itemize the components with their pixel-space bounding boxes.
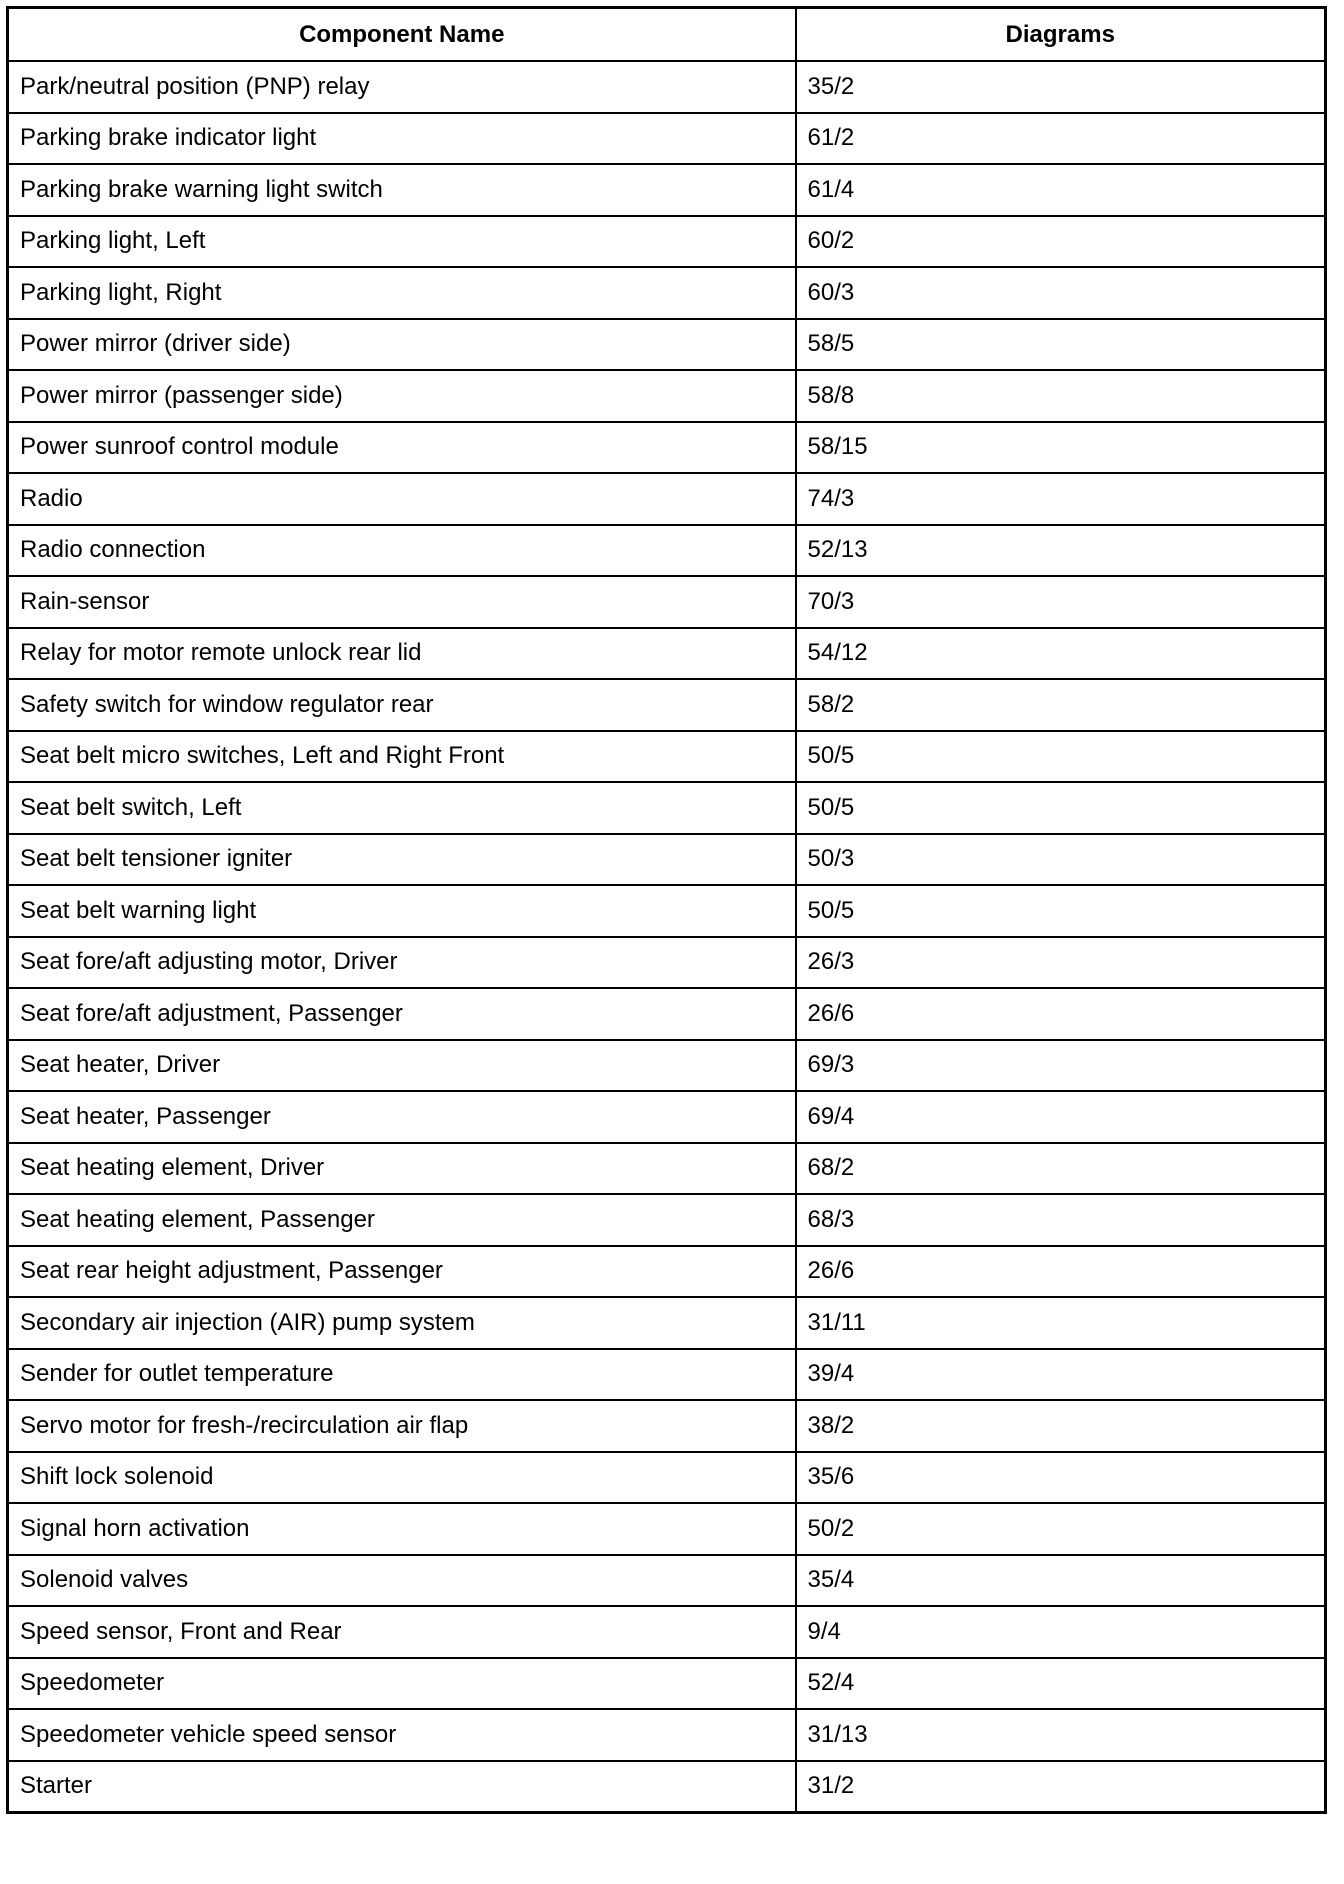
table-row — [8, 319, 1326, 371]
component-name-cell: Radio — [8, 473, 796, 525]
diagram-ref-cell: 35/6 — [796, 1452, 1326, 1504]
component-name-cell: Sender for outlet temperature — [8, 1349, 796, 1401]
diagram-ref-cell: 50/5 — [796, 885, 1326, 937]
table-header-row — [8, 8, 1326, 62]
component-name-cell: Seat heater, Driver — [8, 1040, 796, 1092]
table-row — [8, 988, 1326, 1040]
component-name-cell: Signal horn activation — [8, 1503, 796, 1555]
table-row — [8, 164, 1326, 216]
component-name-cell: Power mirror (driver side) — [8, 319, 796, 371]
table-row — [8, 1452, 1326, 1504]
table-row — [8, 1349, 1326, 1401]
component-name-cell: Seat belt tensioner igniter — [8, 834, 796, 886]
diagram-ref-cell: 50/3 — [796, 834, 1326, 886]
component-name-cell: Seat rear height adjustment, Passenger — [8, 1246, 796, 1298]
diagram-ref-cell: 69/3 — [796, 1040, 1326, 1092]
diagram-ref-cell: 26/3 — [796, 937, 1326, 989]
diagram-ref-cell: 60/3 — [796, 267, 1326, 319]
component-name-cell: Speed sensor, Front and Rear — [8, 1606, 796, 1658]
diagram-ref-cell: 50/5 — [796, 731, 1326, 783]
table-row — [8, 1400, 1326, 1452]
component-name-cell: Secondary air injection (AIR) pump system — [8, 1297, 796, 1349]
diagram-ref-cell: 61/4 — [796, 164, 1326, 216]
component-name-cell: Radio connection — [8, 525, 796, 577]
diagram-ref-cell: 50/2 — [796, 1503, 1326, 1555]
component-name-cell: Seat fore/aft adjusting motor, Driver — [8, 937, 796, 989]
diagram-ref-cell: 60/2 — [796, 216, 1326, 268]
table-row — [8, 1503, 1326, 1555]
table-row — [8, 1606, 1326, 1658]
table-row — [8, 1246, 1326, 1298]
table-row — [8, 782, 1326, 834]
component-name-cell: Speedometer vehicle speed sensor — [8, 1709, 796, 1761]
diagram-ref-cell: 69/4 — [796, 1091, 1326, 1143]
component-name-cell: Parking brake warning light switch — [8, 164, 796, 216]
table-row — [8, 370, 1326, 422]
component-diagram-table — [6, 6, 1327, 1814]
table-row — [8, 1143, 1326, 1195]
diagram-ref-cell: 70/3 — [796, 576, 1326, 628]
table-row — [8, 267, 1326, 319]
table-row — [8, 216, 1326, 268]
column-header-diagrams: Diagrams — [796, 8, 1326, 62]
diagram-ref-cell: 52/4 — [796, 1658, 1326, 1710]
component-name-cell: Power sunroof control module — [8, 422, 796, 474]
diagram-ref-cell: 39/4 — [796, 1349, 1326, 1401]
component-name-cell: Starter — [8, 1761, 796, 1813]
table-row — [8, 473, 1326, 525]
component-name-cell: Seat belt micro switches, Left and Right Front — [8, 731, 796, 783]
table-row — [8, 679, 1326, 731]
component-name-cell: Solenoid valves — [8, 1555, 796, 1607]
diagram-ref-cell: 26/6 — [796, 988, 1326, 1040]
diagram-ref-cell: 31/2 — [796, 1761, 1326, 1813]
table-row — [8, 422, 1326, 474]
diagram-ref-cell: 58/8 — [796, 370, 1326, 422]
column-header-component-name: Component Name — [8, 8, 796, 62]
component-name-cell: Seat heating element, Driver — [8, 1143, 796, 1195]
component-name-cell: Parking light, Right — [8, 267, 796, 319]
component-name-cell: Parking light, Left — [8, 216, 796, 268]
table-body — [8, 61, 1326, 1813]
diagram-ref-cell: 38/2 — [796, 1400, 1326, 1452]
component-name-cell: Shift lock solenoid — [8, 1452, 796, 1504]
table-row — [8, 1040, 1326, 1092]
table-row — [8, 937, 1326, 989]
component-name-cell: Seat fore/aft adjustment, Passenger — [8, 988, 796, 1040]
diagram-ref-cell: 35/2 — [796, 61, 1326, 113]
diagram-ref-cell: 52/13 — [796, 525, 1326, 577]
component-name-cell: Seat belt switch, Left — [8, 782, 796, 834]
component-name-cell: Park/neutral position (PNP) relay — [8, 61, 796, 113]
component-name-cell: Relay for motor remote unlock rear lid — [8, 628, 796, 680]
diagram-ref-cell: 58/5 — [796, 319, 1326, 371]
table-row — [8, 113, 1326, 165]
table-row — [8, 1658, 1326, 1710]
component-name-cell: Servo motor for fresh-/recirculation air flap — [8, 1400, 796, 1452]
component-name-cell: Parking brake indicator light — [8, 113, 796, 165]
table-row — [8, 1194, 1326, 1246]
table-row — [8, 61, 1326, 113]
table-row — [8, 834, 1326, 886]
table-row — [8, 628, 1326, 680]
component-name-cell: Power mirror (passenger side) — [8, 370, 796, 422]
table-row — [8, 576, 1326, 628]
table-row — [8, 525, 1326, 577]
component-name-cell: Rain-sensor — [8, 576, 796, 628]
table-row — [8, 1297, 1326, 1349]
table-row — [8, 1761, 1326, 1813]
table-row — [8, 731, 1326, 783]
table-row — [8, 1709, 1326, 1761]
diagram-ref-cell: 54/12 — [796, 628, 1326, 680]
diagram-ref-cell: 74/3 — [796, 473, 1326, 525]
component-name-cell: Seat heater, Passenger — [8, 1091, 796, 1143]
table-row — [8, 1555, 1326, 1607]
component-name-cell: Seat heating element, Passenger — [8, 1194, 796, 1246]
diagram-ref-cell: 61/2 — [796, 113, 1326, 165]
diagram-ref-cell: 31/11 — [796, 1297, 1326, 1349]
diagram-ref-cell: 26/6 — [796, 1246, 1326, 1298]
diagram-ref-cell: 35/4 — [796, 1555, 1326, 1607]
table-row — [8, 885, 1326, 937]
diagram-ref-cell: 31/13 — [796, 1709, 1326, 1761]
diagram-ref-cell: 50/5 — [796, 782, 1326, 834]
diagram-ref-cell: 68/2 — [796, 1143, 1326, 1195]
component-name-cell: Safety switch for window regulator rear — [8, 679, 796, 731]
diagram-ref-cell: 68/3 — [796, 1194, 1326, 1246]
component-name-cell: Seat belt warning light — [8, 885, 796, 937]
diagram-ref-cell: 9/4 — [796, 1606, 1326, 1658]
diagram-ref-cell: 58/2 — [796, 679, 1326, 731]
table-row — [8, 1091, 1326, 1143]
component-name-cell: Speedometer — [8, 1658, 796, 1710]
diagram-ref-cell: 58/15 — [796, 422, 1326, 474]
